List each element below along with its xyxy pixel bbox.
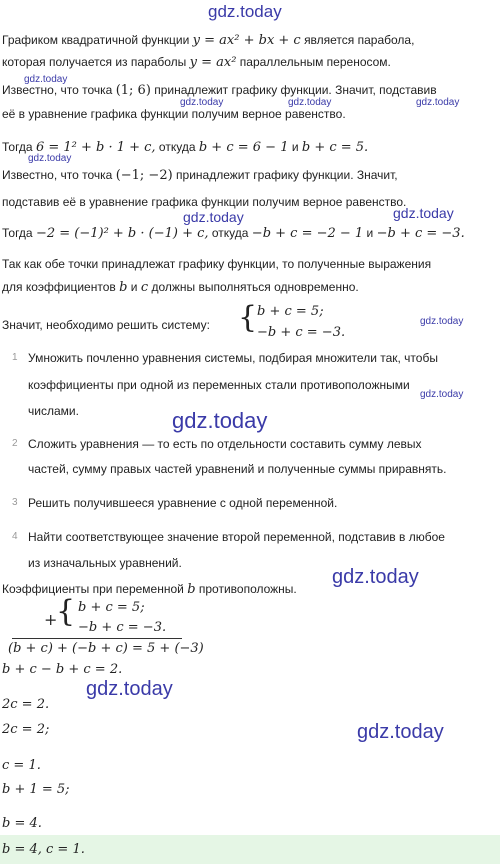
step-number: 1 <box>12 352 18 363</box>
text: которая получается из параболы <box>2 55 187 69</box>
math: b + c = 5. <box>301 140 369 155</box>
paragraph-line <box>2 83 437 98</box>
step-line: Сложить уравнения — то есть по отдельности составить сумму левых <box>28 437 422 451</box>
text: Тогда <box>2 140 33 154</box>
text: откуда <box>158 140 196 154</box>
watermark: gdz.today <box>393 205 454 221</box>
equation: b + c − b + c = 2. <box>2 662 123 677</box>
math: b + c = 6 − 1 <box>198 140 289 155</box>
system-label: Значит, необходимо решить систему: <box>2 318 210 332</box>
system-equation: −b + c = −3. <box>257 325 346 340</box>
watermark: gdz.today <box>416 97 460 108</box>
step-number: 3 <box>12 497 18 508</box>
text: Тогда <box>2 226 33 240</box>
watermark: gdz.today <box>420 389 464 400</box>
text: Известно, что точка <box>2 168 113 182</box>
step-number: 2 <box>12 438 18 449</box>
text: принадлежит графику функции. Значит, <box>176 168 398 182</box>
text: Известно, что точка <box>2 83 113 97</box>
math: −b + c = −2 − 1 <box>251 226 364 241</box>
text: параллельным переносом. <box>239 55 391 69</box>
solution-intro <box>2 582 297 597</box>
final-answer: b = 4, c = 1. <box>2 842 85 857</box>
step-line: числами. <box>28 404 79 418</box>
step-line: коэффициенты при одной из переменных стали противоположными <box>28 378 410 392</box>
text: Коэффициенты при переменной <box>2 582 184 596</box>
watermark: gdz.today <box>420 316 464 327</box>
system-equation: −b + c = −3. <box>78 620 167 635</box>
system-brace: { <box>56 594 76 629</box>
watermark: gdz.today <box>208 2 282 21</box>
text: и <box>366 226 374 240</box>
paragraph-line: её в уравнение графика функции получим верное равенство. <box>2 107 346 121</box>
watermark: gdz.today <box>183 209 244 225</box>
text: откуда <box>211 226 249 240</box>
equation: (b + c) + (−b + c) = 5 + (−3) <box>8 641 204 656</box>
watermark: gdz.today <box>24 74 68 85</box>
math: b <box>187 582 196 597</box>
equation: c = 1. <box>2 758 41 773</box>
step-number: 4 <box>12 531 18 542</box>
paragraph-line: подставив её в уравнение графика функции получим верное равенство. <box>2 195 407 209</box>
watermark: gdz.today <box>86 678 173 700</box>
paragraph-line <box>2 55 391 70</box>
math: (1; 6) <box>115 83 151 98</box>
system-equation: b + c = 5; <box>78 600 145 615</box>
paragraph-line <box>2 226 465 241</box>
system-brace: { <box>238 300 258 335</box>
watermark: gdz.today <box>28 153 72 164</box>
text: является парабола, <box>304 33 415 47</box>
paragraph-line <box>2 140 368 155</box>
equation: b + 1 = 5; <box>2 782 70 797</box>
step-line: из изначальных уравнений. <box>28 556 182 570</box>
math: −b + c = −3. <box>376 226 465 241</box>
system-equation: b + c = 5; <box>257 304 324 319</box>
watermark: gdz.today <box>288 97 332 108</box>
math: c <box>140 280 149 295</box>
math: 6 = 1² + b · 1 + c, <box>35 140 156 155</box>
text: должны выполняться одновременно. <box>151 280 359 294</box>
step-line: Умножить почленно уравнения системы, подбирая множители так, чтобы <box>28 351 438 365</box>
math: (−1; −2) <box>115 168 173 183</box>
paragraph-line <box>2 33 414 48</box>
text: для коэффициентов <box>2 280 116 294</box>
step-line: частей, сумму правых частей уравнений и полученные суммы приравнять. <box>28 462 447 476</box>
paragraph-line <box>2 280 359 295</box>
math: b <box>119 280 128 295</box>
text: принадлежит графику функции. Значит, подставив <box>154 83 437 97</box>
equation: 2c = 2. <box>2 697 50 712</box>
paragraph-line: Так как обе точки принадлежат графику функции, то полученные выражения <box>2 257 432 271</box>
step-line: Найти соответствующее значение второй переменной, подставив в любое <box>28 530 445 544</box>
watermark: gdz.today <box>180 97 224 108</box>
equation: b = 4. <box>2 816 42 831</box>
watermark: gdz.today <box>357 721 444 743</box>
math: −2 = (−1)² + b · (−1) + c, <box>35 226 209 241</box>
step-line: Решить получившееся уравнение с одной переменной. <box>28 496 338 510</box>
sum-line <box>12 638 182 639</box>
text: противоположны. <box>198 582 297 596</box>
text: и <box>130 280 138 294</box>
watermark: gdz.today <box>332 566 419 588</box>
math: y = ax² <box>189 55 237 70</box>
plus-sign: + <box>44 610 58 629</box>
equation: 2c = 2; <box>2 722 50 737</box>
text: Графиком квадратичной функции <box>2 33 190 47</box>
watermark: gdz.today <box>172 408 268 433</box>
math: y = ax² + bx + c <box>192 33 301 48</box>
paragraph-line <box>2 168 398 183</box>
text: и <box>291 140 299 154</box>
